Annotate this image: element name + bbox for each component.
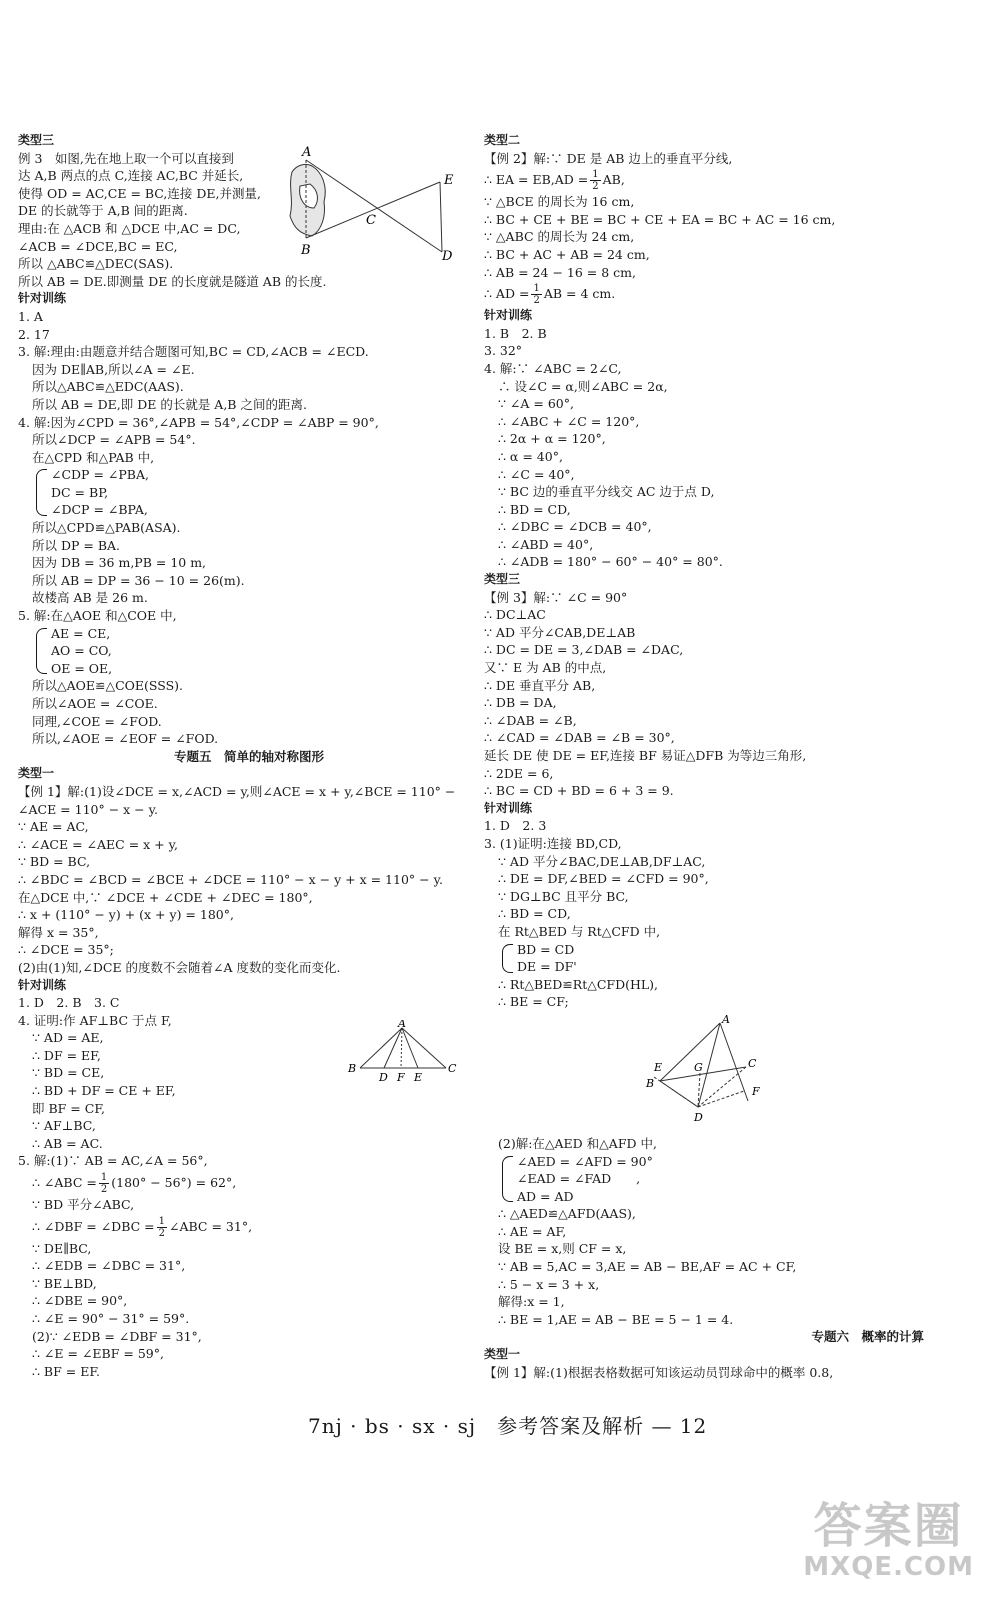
text-line: ∴ ∠DBC = ∠DCB = 40°, — [498, 519, 652, 535]
text-line: DE 的长就等于 A,B 间的距离. — [18, 203, 188, 219]
text-line: 所以 △ABC≌△DEC(SAS). — [18, 256, 174, 272]
text-line: ∴ DC⊥AC — [484, 607, 546, 623]
text-line: ∵ AE = AC, — [18, 819, 89, 835]
text-line: 因为 DB = 36 m,PB = 10 m, — [32, 555, 207, 571]
text-line: ∠EAD = ∠FAD , — [517, 1171, 641, 1187]
text-line: AE = CE, — [51, 625, 111, 641]
text-line: ∴ BD = CD, — [498, 906, 571, 922]
text-line: ∴ ∠DAB = ∠B, — [484, 712, 577, 728]
text-line: ∴ ∠C = 40°, — [498, 466, 575, 482]
text-line: ∵ △ABC 的周长为 24 cm, — [484, 229, 635, 245]
text-line: BD = CD — [517, 941, 575, 957]
right-column — [484, 132, 984, 1381]
text-line: ∴ ∠E = 90° − 31° = 59°. — [32, 1311, 190, 1326]
watermark — [803, 1500, 974, 1582]
text-line: 【例 1】解:(1)根据表格数据可知该运动员罚球命中的概率 0.8, — [484, 1364, 834, 1380]
text-line: 在 Rt△BED 与 Rt△CFD 中, — [498, 923, 661, 939]
text-line: 5. 解:(1)∵ AB = AC,∠A = 56°, — [18, 1153, 208, 1169]
text-line: 即 BF = CF, — [32, 1100, 106, 1116]
heading-practice: 针对训练 — [18, 977, 67, 992]
text-line: 达 A,B 两点的点 C,连接 AC,BC 并延长, — [18, 168, 244, 184]
text-line: ∴ ∠ADB = 180° − 60° − 40° = 80°. — [498, 554, 723, 570]
text-line: 4. 证明:作 AF⊥BC 于点 F, — [18, 1012, 172, 1028]
fraction: $\frac{1}{2}$ — [533, 283, 540, 307]
text-line: ∴ AB = 24 − 16 = 8 cm, — [484, 264, 636, 280]
fraction-line: ∴ ∠DBF = ∠DBC = $\frac{1}{2}$ ∠ABC = 31°, — [32, 1215, 253, 1239]
text-line: 解得:x = 1, — [498, 1294, 565, 1310]
label-D: D — [442, 249, 453, 262]
text-line: ∵ BD = CE, — [32, 1065, 105, 1081]
text-line: (2)由(1)知,∠DCE 的度数不会随着∠A 度数的变化而变化. — [18, 959, 341, 975]
text-line: 使得 OD = AC,CE = BC,连接 DE,并测量, — [18, 185, 261, 201]
brace — [36, 628, 47, 675]
text-line: ∴ AB = AC. — [32, 1135, 103, 1151]
heading-type3: 类型三 — [484, 572, 521, 587]
text-line: ∴ BD + DF = CE + EF, — [32, 1083, 176, 1099]
text-line: 1. D 2. B 3. C — [18, 995, 120, 1011]
fraction: $\frac{1}{2}$ — [592, 169, 599, 193]
text-line: ∵ △BCE 的周长为 16 cm, — [484, 194, 635, 210]
text-line: ∴ ∠DBE = 90°, — [32, 1293, 128, 1309]
text-line: 1. A — [18, 308, 43, 324]
text-line: 【例 2】解:∵ DE 是 AB 边上的垂直平分线, — [484, 150, 733, 166]
heading-practice: 针对训练 — [484, 800, 533, 815]
text-line: ∴ 5 − x = 3 + x, — [498, 1276, 600, 1292]
brace — [502, 1156, 513, 1203]
text-line: ∵ AD 平分∠BAC,DE⊥AB,DF⊥AC, — [498, 853, 706, 869]
brace — [36, 469, 47, 516]
label-B: B — [348, 1062, 357, 1075]
text-line: ∵ DG⊥BC 且平分 BC, — [498, 888, 629, 904]
text-line: 所以 AB = DE.即测量 DE 的长度就是隧道 AB 的长度. — [18, 273, 327, 289]
label-G: G — [694, 1060, 703, 1074]
text-line: ∴ BC + CE + BE = BC + CE + EA = BC + AC = 16 cm, — [484, 211, 836, 227]
text-line: 5. 解:在△AOE 和△COE 中, — [18, 608, 177, 624]
text-line: ∴ BE = 1,AE = AB − BE = 5 − 1 = 4. — [498, 1311, 734, 1327]
text-line: ∵ BD 平分∠ABC, — [32, 1197, 135, 1213]
left-column — [18, 132, 480, 1380]
heading-type1: 类型一 — [484, 1347, 521, 1362]
text-line: (2)解:在△AED 和△AFD 中, — [498, 1135, 657, 1151]
text-line: ∠ACB = ∠DCE,BC = EC, — [18, 238, 178, 254]
label-A: A — [722, 1014, 730, 1026]
text-line: ∴ α = 40°, — [498, 448, 563, 464]
text-line: ∠DCP = ∠BPA, — [51, 502, 148, 518]
text-line: ∴ ∠E = ∠EBF = 59°, — [32, 1346, 164, 1362]
text-line: 3. 解:理由:由题意并结合题图可知,BC = CD,∠ACB = ∠ECD. — [18, 344, 369, 360]
text-line: 【例 1】解:(1)设∠DCE = x,∠ACD = y,则∠ACE = x + y,∠BCE = 110° − — [18, 783, 456, 799]
text-line: 延长 DE 使 DE = EF,连接 BF 易证△DFB 为等边三角形, — [484, 748, 807, 763]
brace — [502, 944, 513, 973]
text-line: 所以△CPD≌△PAB(ASA). — [32, 520, 181, 536]
heading-type2: 类型二 — [484, 133, 521, 147]
text-line: ∴ DB = DA, — [484, 695, 557, 711]
text-line: ∵ BE⊥BD, — [32, 1275, 97, 1291]
text-line: ∠CDP = ∠PBA, — [51, 467, 149, 483]
text-line: ∴ ∠ABC + ∠C = 120°, — [498, 413, 640, 429]
text-line: 同理,∠COE = ∠FOD. — [32, 713, 162, 729]
text-line: DE = DF' — [517, 959, 577, 975]
section-title-6: 专题六 概率的计算 — [811, 1329, 924, 1345]
text-line: ∴ x + (110° − y) + (x + y) = 180°, — [18, 907, 234, 923]
text-line: 因为 DE∥AB,所以∠A = ∠E. — [32, 361, 195, 377]
page-footer: 7nj · bs · sx · sj 参考答案及解析 — 12 — [308, 1414, 708, 1438]
text-line: ∴ BE = CF; — [498, 994, 569, 1010]
text-line: 所以△ABC≌△EDC(AAS). — [32, 379, 184, 395]
text-line: ∴ ∠CAD = ∠DAB = ∠B = 30°, — [484, 730, 675, 746]
text-line: ∴ Rt△BED≌Rt△CFD(HL), — [498, 976, 659, 992]
text-line: 所以 AB = DE,即 DE 的长就是 A,B 之间的距离. — [32, 396, 307, 412]
fraction-line: ∴ AD = $\frac{1}{2}$ AB = 4 cm. — [484, 283, 616, 307]
text-line: ∴ BC + AC + AB = 24 cm, — [484, 246, 650, 262]
watermark-logo: 答案圈 — [813, 1498, 964, 1554]
fraction-line: ∴ ∠ABC = $\frac{1}{2}$ (180° − 56°) = 62°, — [32, 1172, 237, 1196]
text-line: ∴ ∠ACE = ∠AEC = x + y, — [18, 836, 178, 852]
text-line: 1. B 2. B — [484, 325, 547, 341]
text-line: ∴ DE = DF,∠BED = ∠CFD = 90°, — [498, 871, 709, 887]
text-line: ∠ACE = 110° − x − y. — [18, 801, 158, 817]
text-line: ∵ BC 边的垂直平分线交 AC 边于点 D, — [498, 484, 715, 500]
fraction: $\frac{1}{2}$ — [158, 1215, 166, 1239]
text-line: 【例 3】解:∵ ∠C = 90° — [484, 589, 628, 605]
text-line: ∴ 设∠C = α,则∠ABC = 2α, — [498, 378, 668, 394]
isosceles-figure — [346, 1020, 460, 1084]
text-line: ∴ DC = DE = 3,∠DAB = ∠DAC, — [484, 642, 684, 658]
fraction-line: ∴ EA = EB,AD = $\frac{1}{2}$ AB, — [484, 169, 625, 193]
label-E: E — [414, 1071, 423, 1084]
text-line: ∴ ∠ABD = 40°, — [498, 536, 594, 552]
text-line: 解得 x = 35°, — [18, 924, 99, 940]
text-line: 故楼高 AB 是 26 m. — [32, 590, 148, 606]
text-line: 所以 AB = DP = 36 − 10 = 26(m). — [32, 572, 245, 588]
text-line: 4. 解:因为∠CPD = 36°,∠APB = 54°,∠CDP = ∠ABP = 90°, — [18, 414, 379, 430]
text-line: 1. D 2. 3 — [484, 818, 547, 834]
text-line: ∵ DE∥BC, — [32, 1240, 92, 1256]
text-line: ∵ AD = AE, — [32, 1030, 104, 1046]
text-line: ∴ 2α + α = 120°, — [498, 431, 606, 447]
section-title-5: 专题五 简单的轴对称图形 — [173, 748, 324, 764]
text-line: ∵ AB = 5,AC = 3,AE = AB − BE,AF = AC + CF, — [498, 1259, 797, 1275]
text-line: 4. 解:∵ ∠ABC = 2∠C, — [484, 360, 622, 376]
text-line: AO = CO, — [51, 643, 112, 659]
text-line: 所以 DP = BA. — [32, 537, 121, 553]
heading-type3: 类型三 — [18, 133, 55, 147]
text-line: ∴ ∠BDC = ∠BCD = ∠BCE + ∠DCE = 110° − x − y + x = 110° − y. — [18, 871, 443, 887]
equation-system — [484, 1153, 984, 1206]
text-line: ∴ DE 垂直平分 AB, — [484, 677, 596, 693]
text-line: (2)∵ ∠EDB = ∠DBF = 31°, — [32, 1328, 202, 1344]
label-F: F — [752, 1084, 760, 1098]
text-line: 所以△AOE≌△COE(SSS). — [32, 678, 184, 694]
watermark-url: MXQE.COM — [803, 1552, 974, 1582]
text-line: ∠AED = ∠AFD = 90° — [517, 1153, 653, 1169]
label-A: A — [302, 145, 312, 160]
label-B: B — [646, 1076, 655, 1090]
text-line: 所以∠DCP = ∠APB = 54°. — [32, 432, 196, 448]
equation-system — [484, 941, 984, 976]
label-C: C — [748, 1056, 757, 1070]
label-D: D — [379, 1071, 388, 1084]
text-line: 又∵ E 为 AB 的中点, — [484, 660, 607, 676]
equation-system — [18, 625, 480, 678]
heading-type1: 类型一 — [18, 766, 55, 781]
text-line: 2. 17 — [18, 326, 50, 342]
text-line: 3. 32° — [484, 343, 523, 359]
text-line: 设 BE = x,则 CF = x, — [498, 1241, 627, 1257]
text-line: 例 3 如图,先在地上取一个可以直接到 — [18, 150, 234, 166]
text-line: ∵ AD 平分∠CAB,DE⊥AB — [484, 624, 636, 640]
text-line: OE = OE, — [51, 660, 113, 676]
text-line: 在△DCE 中,∵ ∠DCE + ∠CDE + ∠DEC = 180°, — [18, 889, 313, 905]
heading-practice: 针对训练 — [18, 291, 67, 306]
heading-practice: 针对训练 — [484, 308, 533, 323]
label-C: C — [366, 213, 376, 228]
text-line: ∴ DF = EF, — [32, 1047, 101, 1063]
text-line: ∴ BD = CD, — [498, 501, 571, 517]
text-line: 3. (1)证明:连接 BD,CD, — [484, 835, 622, 851]
text-line: ∵ ∠A = 60°, — [498, 396, 574, 412]
text-line: ∴ BC = CD + BD = 6 + 3 = 9. — [484, 783, 674, 799]
text-line: AD = AD — [517, 1188, 574, 1204]
label-D: D — [694, 1110, 703, 1124]
text-line: ∴ AE = AF, — [498, 1223, 567, 1239]
label-A: A — [398, 1020, 406, 1030]
equation-system — [18, 466, 480, 519]
text-line: ∴ ∠DCE = 35°; — [18, 942, 114, 958]
label-C: C — [448, 1062, 457, 1075]
text-line: ∴ ∠EDB = ∠DBC = 31°, — [32, 1258, 186, 1274]
text-line: ∴ BF = EF. — [32, 1363, 101, 1379]
text-line: 所以∠AOE = ∠COE. — [32, 696, 158, 711]
text-line: 所以,∠AOE = ∠EOF = ∠FOD. — [32, 731, 219, 747]
bisector-figure — [644, 1015, 784, 1131]
text-line: 理由:在 △ACB 和 △DCE 中,AC = DC, — [18, 220, 241, 236]
text-line: ∵ BD = BC, — [18, 854, 91, 870]
text-line: DC = BP, — [51, 484, 109, 500]
tunnel-figure — [282, 142, 458, 262]
text-line: ∴ △AED≌△AFD(AAS), — [498, 1206, 636, 1222]
label-B: B — [301, 243, 311, 258]
label-E: E — [444, 173, 454, 188]
text-line: 在△CPD 和△PAB 中, — [32, 449, 155, 465]
fraction: $\frac{1}{2}$ — [100, 1172, 108, 1196]
label-F: F — [397, 1071, 405, 1084]
text-line: ∴ 2DE = 6, — [484, 765, 554, 781]
label-E: E — [654, 1060, 663, 1074]
text-line: ∵ AF⊥BC, — [32, 1118, 96, 1134]
